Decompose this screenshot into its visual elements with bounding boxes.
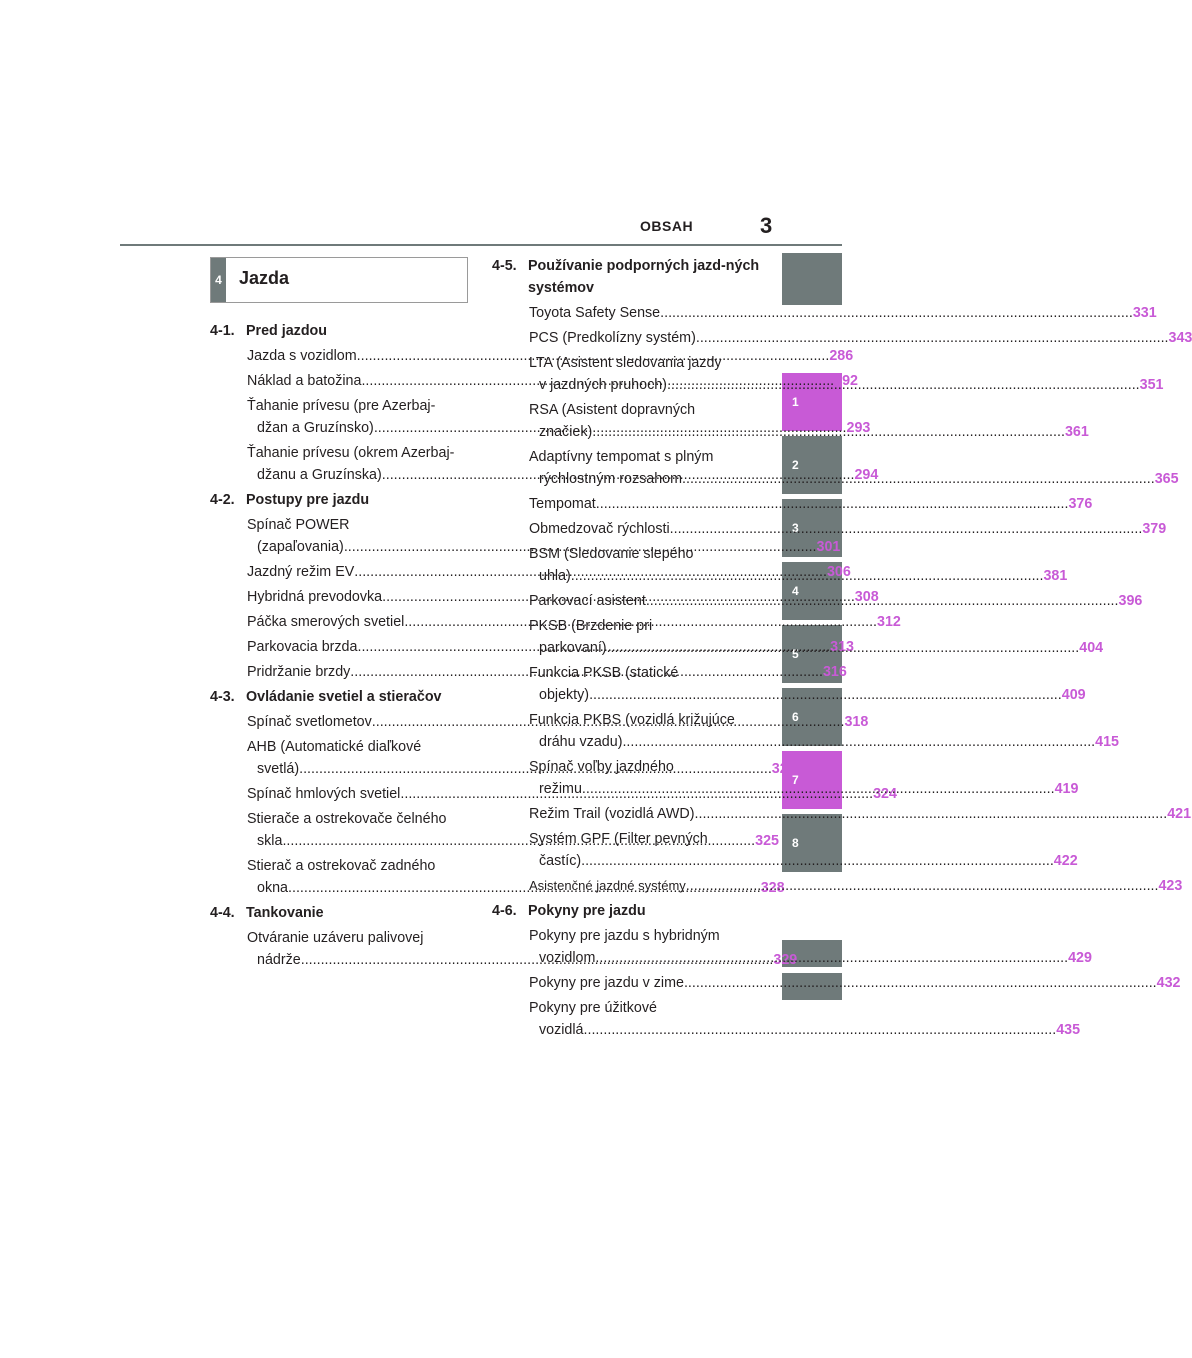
- toc-entry-text: Pokyny pre jazdu v zime: [529, 975, 684, 991]
- dot-leader: [596, 493, 1069, 515]
- dot-leader: [686, 875, 1159, 897]
- toc-entry-text: nádrže: [257, 952, 301, 968]
- toc-page-number[interactable]: 435: [1056, 1022, 1081, 1038]
- toc-page-number[interactable]: 365: [1154, 471, 1179, 487]
- toc-group-number: 4-6.: [492, 903, 517, 919]
- toc-entry-text: svetlá): [257, 761, 300, 777]
- toc-page-number[interactable]: 306: [826, 564, 851, 580]
- dot-leader: [622, 731, 1095, 753]
- toc-entry-text: parkovaní): [539, 640, 607, 656]
- toc-page-number[interactable]: 328: [760, 880, 785, 896]
- dot-leader: [571, 565, 1044, 587]
- toc-entry-text: Adaptívny tempomat s plným: [529, 449, 714, 465]
- toc-entry-text: PKSB (Brzdenie pri: [529, 618, 653, 634]
- toc-entry-text: Ťahanie prívesu (okrem Azerbaj-: [247, 445, 455, 461]
- toc-group-title: Ovládanie svetiel a stieračov: [246, 689, 442, 705]
- chapter-tab-label: 8: [792, 836, 799, 850]
- toc-entry-text: Režim Trail (vozidlá AWD): [529, 806, 695, 822]
- toc-page-number[interactable]: 301: [816, 539, 841, 555]
- toc-page-number[interactable]: 308: [854, 589, 879, 605]
- toc-page-number[interactable]: 329: [773, 952, 798, 968]
- toc-page-number[interactable]: 325: [755, 833, 779, 849]
- toc-entry-text: vozidlá: [539, 1022, 584, 1038]
- toc-entry-text: režimu: [539, 781, 582, 797]
- toc-page-number[interactable]: 379: [1142, 521, 1167, 537]
- toc-entry-text: (zapaľovania): [257, 539, 344, 555]
- dot-leader: [682, 468, 1155, 490]
- dot-leader: [696, 327, 1169, 349]
- toc-entry-text: Parkovacia brzda: [247, 639, 358, 655]
- toc-entry-text: RSA (Asistent dopravných: [529, 402, 696, 418]
- toc-group-heading: [210, 902, 480, 924]
- toc-page-number[interactable]: 294: [854, 467, 879, 483]
- toc-page-number[interactable]: 312: [877, 614, 901, 630]
- toc-entry-text: Pridržanie brzdy: [247, 664, 351, 680]
- toc-entry-text: Pokyny pre úžitkové: [529, 1000, 657, 1016]
- toc-group-title: Pokyny pre jazdu: [528, 903, 646, 919]
- toc-entry-text: AHB (Automatické diaľkové: [247, 739, 422, 755]
- toc-group-number: 4-1.: [210, 323, 235, 339]
- toc-group-number: 4-3.: [210, 689, 235, 705]
- toc-entry-text: Spínač hmlových svetiel: [247, 786, 401, 802]
- toc-entry-text: skla: [257, 833, 283, 849]
- toc-entry-text: Jazdný režim EV: [247, 564, 355, 580]
- dot-leader: [660, 302, 1133, 324]
- dot-leader: [595, 947, 1068, 969]
- toc-group-title: Tankovanie: [246, 905, 324, 921]
- toc-entry-text: Jazda s vozidlom: [247, 348, 357, 364]
- chapter-tab-label: 1: [792, 395, 799, 409]
- toc-entry-text: Pokyny pre jazdu s hybridným: [529, 928, 720, 944]
- toc-entry-text: Ťahanie prívesu (pre Azerbaj-: [247, 398, 436, 414]
- section-title: Jazda: [239, 268, 290, 288]
- chapter-tab-label: 7: [792, 773, 799, 787]
- toc-entry[interactable]: [492, 493, 1093, 515]
- toc-entry-text: rýchlostným rozsahom: [539, 471, 683, 487]
- toc-page-number[interactable]: 321: [771, 761, 796, 777]
- toc-page-number[interactable]: 318: [844, 714, 869, 730]
- toc-entry-text: Stierače a ostrekovače čelného: [247, 811, 447, 827]
- toc-page-number[interactable]: 422: [1053, 853, 1078, 869]
- toc-entry-text: Tempomat: [529, 496, 596, 512]
- toc-entry-text: LTA (Asistent sledovania jazdy: [529, 355, 722, 371]
- toc-page-number[interactable]: 415: [1095, 734, 1119, 750]
- toc-page-number[interactable]: 423: [1158, 878, 1183, 894]
- toc-page-number[interactable]: 286: [829, 348, 854, 364]
- header-divider: [120, 244, 842, 246]
- toc-group-heading: [492, 255, 762, 299]
- toc-page-number[interactable]: 404: [1079, 640, 1104, 656]
- toc-page-number[interactable]: 343: [1168, 330, 1192, 346]
- toc-entry-text: v jazdných pruhoch): [539, 377, 667, 393]
- toc-entry-text: PCS (Predkolízny systém): [529, 330, 696, 346]
- toc-page-number[interactable]: 376: [1068, 496, 1093, 512]
- toc-group-heading: [210, 686, 480, 708]
- toc-group-number: 4-4.: [210, 905, 235, 921]
- chapter-tab-label: 5: [792, 647, 799, 661]
- toc-entry-text: Systém GPF (Filter pevných: [529, 831, 708, 847]
- toc-entry-text: vozidlom: [539, 950, 596, 966]
- toc-entry-text: Spínač voľby jazdného: [529, 759, 674, 775]
- toc-entry-text: Spínač POWER: [247, 517, 350, 533]
- dot-leader: [667, 374, 1140, 396]
- toc-page-number[interactable]: 292: [834, 373, 858, 389]
- toc-page-number[interactable]: 316: [822, 664, 847, 680]
- toc-page-number[interactable]: 351: [1139, 377, 1164, 393]
- toc-entry-text: Asistenčné jazdné systémy: [529, 878, 686, 893]
- toc-entry[interactable]: [492, 972, 1181, 994]
- toc-entry-text: Funkcia PKBS (vozidlá križujúce: [529, 712, 735, 728]
- dot-leader: [592, 421, 1065, 443]
- section-header: [210, 257, 468, 303]
- dot-leader: [581, 850, 1054, 872]
- toc-entry-text: uhla): [539, 568, 571, 584]
- toc-entry-text: Páčka smerových svetiel: [247, 614, 405, 630]
- toc-page-number[interactable]: 313: [830, 639, 855, 655]
- toc-entry-text: dráhu vzadu): [539, 734, 623, 750]
- chapter-tab-label: 3: [792, 521, 799, 535]
- dot-leader: [582, 778, 1055, 800]
- toc-page-number[interactable]: 324: [873, 786, 897, 802]
- toc-page-number[interactable]: 361: [1064, 424, 1089, 440]
- chapter-tab-label: 2: [792, 458, 799, 472]
- toc-entry-text: Obmedzovač rýchlosti: [529, 521, 670, 537]
- dot-leader: [607, 637, 1080, 659]
- toc-entry-text: značiek): [539, 424, 593, 440]
- toc-group-number: 4-5.: [492, 258, 517, 274]
- toc-entry-text: Stierač a ostrekovač zadného: [247, 858, 436, 874]
- toc-entry-text: džanu a Gruzínska): [257, 467, 382, 483]
- toc-group-heading: [210, 320, 480, 342]
- toc-entry-text: džan a Gruzínsko): [257, 420, 374, 436]
- toc-page-number[interactable]: 429: [1068, 950, 1092, 966]
- chapter-tab-label: 4: [792, 584, 799, 598]
- dot-leader: [589, 684, 1062, 706]
- toc-page-number[interactable]: 432: [1156, 975, 1181, 991]
- toc-entry-text: Parkovací asistent: [529, 593, 646, 609]
- chapter-tab-blank[interactable]: [782, 253, 842, 305]
- toc-group-title: Pred jazdou: [246, 323, 328, 339]
- toc-entry[interactable]: [492, 327, 1192, 349]
- toc-entry-text: BSM (Sledovanie slepého: [529, 546, 694, 562]
- toc-entry-text: Spínač svetlometov: [247, 714, 372, 730]
- dot-leader: [684, 972, 1157, 994]
- page-number: 3: [760, 213, 773, 238]
- toc-entry-text: objekty): [539, 687, 590, 703]
- toc-page-number[interactable]: 331: [1132, 305, 1157, 321]
- toc-page-number[interactable]: 419: [1054, 781, 1079, 797]
- toc-group-title: Používanie podporných jazd-ných systémov: [528, 258, 760, 296]
- toc-page-number[interactable]: 409: [1061, 687, 1086, 703]
- toc-group-heading: [492, 900, 762, 922]
- toc-entry[interactable]: [492, 302, 1157, 324]
- toc-entry-text: Otváranie uzáveru palivovej: [247, 930, 424, 946]
- toc-entry-text: Funkcia PKSB (statické: [529, 665, 679, 681]
- header-title: OBSAH: [640, 218, 694, 234]
- toc-entry-text: okna: [257, 880, 289, 896]
- toc-entry[interactable]: [492, 518, 1167, 540]
- toc-entry-text: Náklad a batožina: [247, 373, 362, 389]
- section-number: 4: [211, 258, 226, 302]
- toc-group-title: Postupy pre jazdu: [246, 492, 370, 508]
- chapter-tab-label: 6: [792, 710, 799, 724]
- toc-entry-text: častíc): [539, 853, 582, 869]
- toc-group-heading: [210, 489, 480, 511]
- toc-page-number[interactable]: 421: [1167, 806, 1192, 822]
- dot-leader: [646, 590, 1119, 612]
- toc-page-number[interactable]: 381: [1043, 568, 1068, 584]
- toc-entry[interactable]: [492, 997, 1081, 1041]
- dot-leader: [584, 1019, 1057, 1041]
- dot-leader: [695, 803, 1168, 825]
- toc-entry[interactable]: [492, 803, 1192, 825]
- toc-entry-text: Toyota Safety Sense: [529, 305, 661, 321]
- toc-group-number: 4-2.: [210, 492, 235, 508]
- toc-page-number[interactable]: 293: [846, 420, 871, 436]
- dot-leader: [670, 518, 1143, 540]
- toc-page-number[interactable]: 396: [1118, 593, 1143, 609]
- toc-entry-text: Hybridná prevodovka: [247, 589, 383, 605]
